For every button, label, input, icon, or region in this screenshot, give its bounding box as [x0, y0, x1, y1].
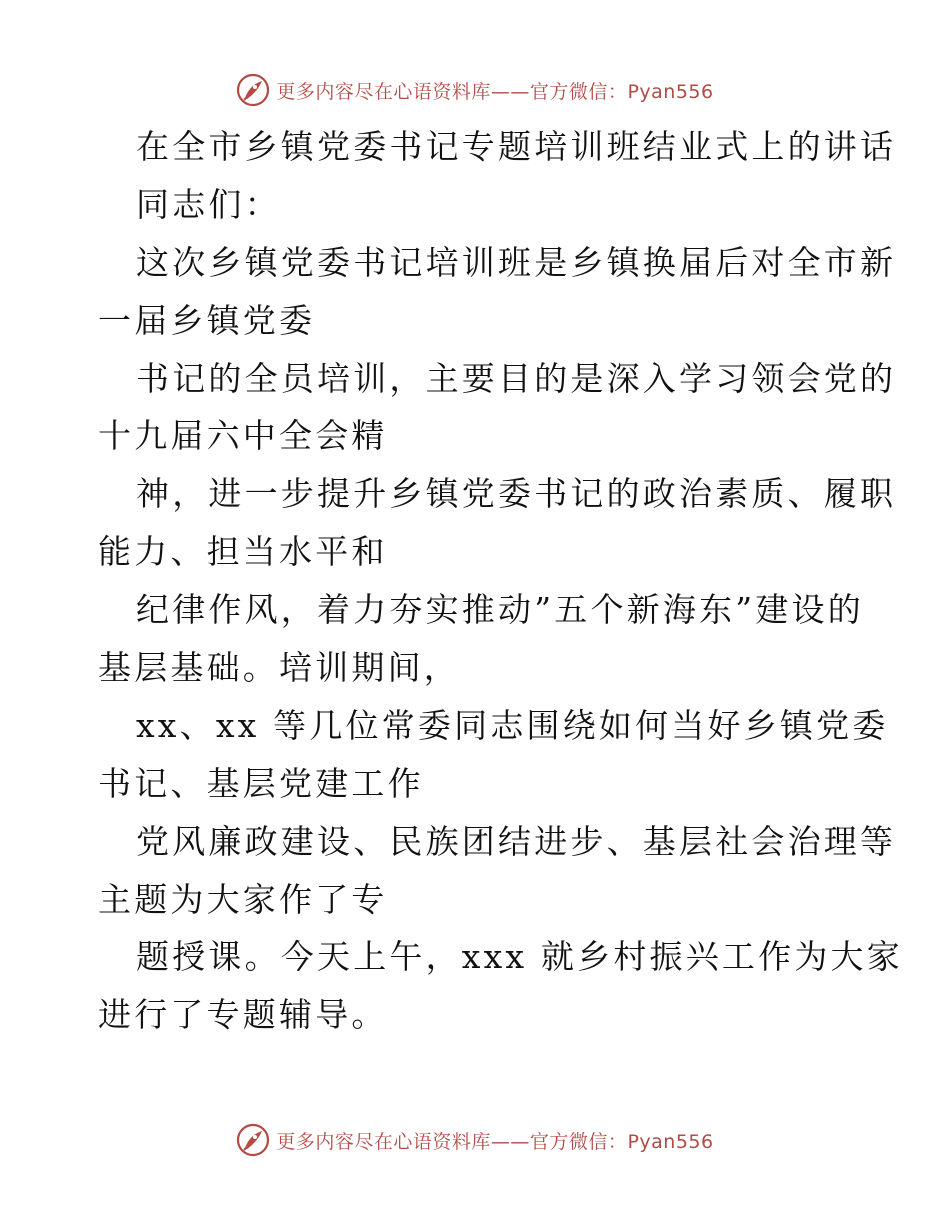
body-text-line: 同志们：: [136, 184, 281, 224]
watermark-site-name: 更多内容尽在心语资料库: [276, 1130, 491, 1153]
body-text-line: xx、xx 等几位常委同志围绕如何当好乡镇党委: [136, 705, 889, 745]
watermark-wechat-label: 官方微信：: [529, 80, 628, 103]
watermark-text: [276, 77, 713, 104]
document-body: [98, 118, 903, 1044]
pen-nib-logo-icon: [236, 73, 270, 107]
body-text-line: 书记、基层党建工作: [98, 763, 424, 803]
body-text-line: 能力、担当水平和: [98, 532, 388, 572]
body-text-line: 书记的全员培训，主要目的是深入学习领会党的: [136, 358, 897, 398]
watermark-wechat-label: 官方微信：: [529, 1130, 628, 1153]
body-text-line: 这次乡镇党委书记培训班是乡镇换届后对全市新: [136, 242, 897, 282]
footer-watermark-banner: [0, 1120, 950, 1160]
watermark-text: [276, 1127, 713, 1154]
body-text-line: 纪律作风，着力夯实推动”五个新海东”建设的: [136, 590, 864, 630]
body-text-line: 十九届六中全会精: [98, 416, 388, 456]
body-text-line: 一届乡镇党委: [98, 300, 316, 340]
body-text-line: 主题为大家作了专: [98, 879, 388, 919]
watermark-wechat-id: Pyan556: [627, 1130, 714, 1153]
body-text-line: 党风廉政建设、民族团结进步、基层社会治理等: [136, 821, 897, 861]
watermark-dash: ——: [490, 80, 530, 103]
body-text-line: 神，进一步提升乡镇党委书记的政治素质、履职: [136, 474, 897, 514]
pen-nib-logo-icon: [236, 1123, 270, 1157]
body-text-line: 题授课。今天上午，xxx 就乡村振兴工作为大家: [136, 937, 903, 977]
watermark-wechat-id: Pyan556: [627, 80, 714, 103]
body-text-line: 基层基础。培训期间，: [98, 648, 460, 688]
body-text-line: 进行了专题辅导。: [98, 995, 388, 1035]
header-watermark-banner: [0, 70, 950, 110]
watermark-site-name: 更多内容尽在心语资料库: [276, 80, 491, 103]
document-title: 在全市乡镇党委书记专题培训班结业式上的讲话: [136, 127, 897, 166]
watermark-dash: ——: [490, 1130, 530, 1153]
